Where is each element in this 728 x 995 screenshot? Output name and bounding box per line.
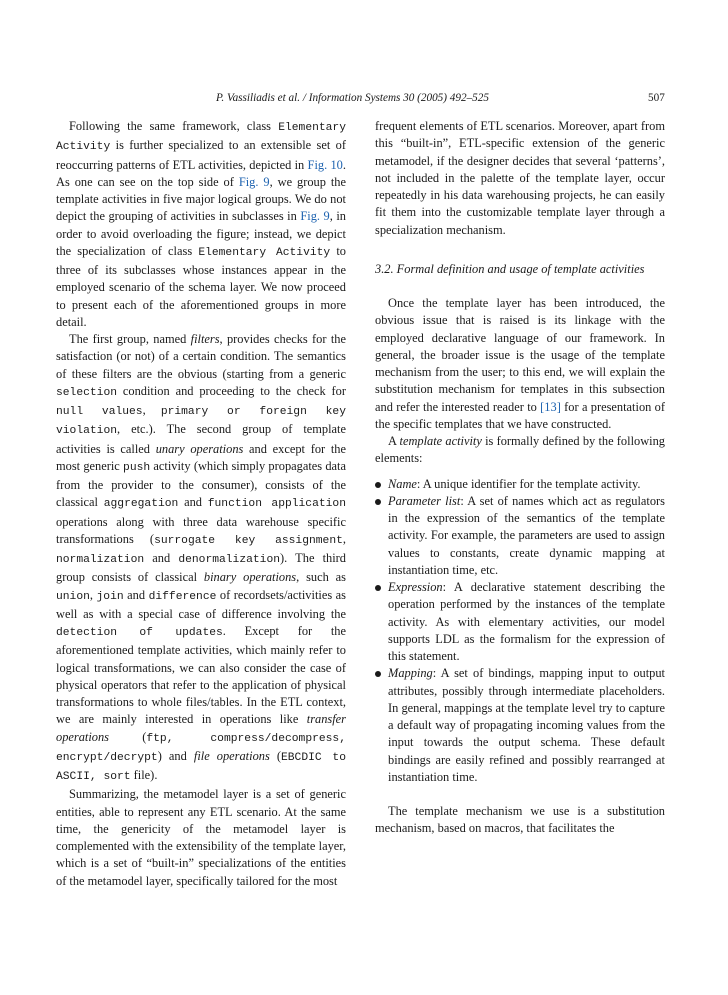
list-item	[375, 476, 665, 493]
italic-term: transfer operations	[56, 712, 346, 744]
page-number: 507	[648, 92, 665, 104]
definition-list	[375, 476, 665, 787]
spacer	[375, 786, 665, 803]
text: ,	[342, 531, 346, 546]
text: and except for the most generic	[56, 441, 346, 473]
text: ,	[142, 403, 161, 417]
text: Following the same framework, class	[69, 119, 279, 133]
code-term: primary or foreign key violation	[56, 406, 346, 438]
list-item	[375, 493, 665, 579]
italic-term: file operations	[193, 748, 270, 763]
code-term: EBCDIC to ASCII, sort	[56, 751, 346, 783]
figure-link[interactable]: Fig. 10	[307, 157, 343, 172]
paragraph	[375, 433, 665, 468]
bullet-icon	[375, 585, 381, 591]
italic-term: filters	[190, 332, 220, 346]
text: The first group, named	[69, 332, 191, 346]
code-term: join	[96, 590, 124, 603]
citation-link[interactable]: [13]	[540, 399, 561, 414]
figure-link[interactable]: Fig. 9	[300, 209, 330, 224]
text: , such as	[296, 570, 347, 585]
text: condition and proceeding to the check for	[117, 383, 346, 398]
list-item	[375, 665, 665, 786]
list-text: : A unique identifier for the template activity.	[416, 476, 641, 491]
italic-term: template activity	[399, 434, 482, 448]
list-text: : A set of bindings, mapping input to output attributes, possibly through intermediate placeholders. In general, mappings at the template level try to capture a default way of propagating incoming values from the input towards the output schema. These default bindings are easily refined and possibly rearranged at instantiation time.	[388, 666, 665, 784]
text: and	[178, 495, 208, 510]
text: , provides checks for the satisfaction (or not) of a certain condition. The semantics of these filters are the obvious (starting from a generic	[56, 332, 346, 381]
list-text: : A set of names which act as regulators in the expression of the semantics of the template activity. For example, the parameters are used to assign values to constants, create dynamic mapping at instantiation time, etc.	[388, 493, 665, 577]
list-text: : A declarative statement describing the operation performed by the instances of the template activity. As with elementary activities, our model supports LDL as the formalism for the expression of this statement.	[388, 580, 665, 663]
italic-term: unary operations	[155, 441, 244, 456]
list-term: Expression	[388, 580, 443, 594]
right-column	[375, 118, 665, 838]
paragraph: The template mechanism we use is a substitution mechanism, based on macros, that facilitates the	[375, 804, 665, 836]
text: ). The third group consists of classical	[56, 551, 346, 585]
code-term: push	[123, 461, 151, 474]
paragraph	[56, 331, 346, 786]
code-term: surrogate key assignment	[154, 534, 343, 547]
text: , we group the template activities in five major logical groups. We do not depict the grouping of activities in subclasses in	[56, 174, 346, 224]
paragraph: frequent elements of ETL scenarios. Moreover, apart from this “built-in”, ETL-specific extension of the generic metamodel, if the designer decides that several ‘patterns’, not included in the palette of the template layer, occur repeatedly in his data warehousing projects, he can easily fit them into the customizable template layer through a specialization mechanism.	[375, 119, 665, 237]
text: activity (which simply propagates data from the provider to the consumer), consists of the classical	[56, 458, 346, 510]
running-head: P. Vassiliadis et al. / Information Systems 30 (2005) 492–525	[216, 92, 489, 104]
code-term: normalization	[56, 554, 145, 566]
text: and	[144, 551, 179, 565]
text: Once the template layer has been introduced, the obvious issue that is raised is its linkage with the employed declarative language of our framework. In general, the broader issue is the usage of the template mechanism from the user; to this end, we will explain the substitution mechanism for templates in this subsection and refer the interested reader to	[375, 296, 665, 414]
code-term: null values	[56, 406, 143, 418]
text: is formally defined by the following elements:	[375, 434, 665, 466]
text: for a presentation of the specific templates that we have constructed.	[375, 399, 665, 431]
text: file).	[130, 768, 158, 782]
italic-term: binary operations	[203, 570, 297, 585]
paragraph: Summarizing, the metamodel layer is a set of generic entities, able to represent any ETL scenario. At the same time, the genericity of the metamodel layer is complemented with the extensibility of the template layer, which is a set of “built-in” specializations of the entities of the metamodel layer, specifically tailored for the most	[56, 787, 346, 888]
text: (	[269, 748, 281, 763]
code-term: ftp, compress/decompress, encrypt/decrypt	[56, 732, 346, 764]
text: . Except for the aforementioned template activities, which mainly refer to logical transformations, we can also consider the case of physical operators that refer to the application of physical transformations to whole files/tables. In the ETL context, we are mainly interested in operations like	[56, 624, 346, 727]
list-term: Name	[388, 476, 417, 491]
text: and	[123, 587, 149, 602]
section-heading: 3.2. Formal definition and usage of template activities	[375, 261, 645, 276]
text: (	[109, 729, 147, 744]
code-term: selection	[56, 386, 118, 399]
text: operations along with three data warehouse specific transformations (	[56, 514, 346, 546]
code-term: detection of updates	[56, 627, 223, 639]
paragraph	[375, 295, 665, 433]
list-item	[375, 579, 665, 665]
text: to three of its subclasses whose instances appear in the employed scenario of the schema layer. We now proceed to present each of the aforementioned groups in more detail.	[56, 243, 346, 329]
code-term: Elementary Activity	[198, 246, 331, 259]
code-term: Elementary Activity	[56, 122, 346, 154]
bullet-icon	[375, 499, 381, 505]
text: , in order to avoid overloading the figure; instead, we depict the specialization of class	[56, 209, 346, 258]
text: . As one can see on the top side of	[56, 157, 346, 189]
code-term: difference	[148, 590, 217, 603]
text: ) and	[157, 748, 194, 763]
bullet-icon	[375, 671, 381, 677]
text: of recordsets/activities as well as with a special case of difference involving the	[56, 587, 346, 621]
list-term: Mapping	[388, 666, 433, 681]
bullet-icon	[375, 482, 381, 488]
paragraph	[56, 118, 346, 331]
running-header	[0, 92, 728, 108]
code-term: union	[56, 590, 90, 603]
text: A	[388, 434, 400, 448]
figure-link[interactable]: Fig. 9	[238, 174, 270, 189]
code-term: aggregation	[103, 498, 179, 511]
list-term: Parameter list	[388, 493, 461, 508]
text: ,	[89, 587, 97, 602]
code-term: denormalization	[178, 554, 281, 566]
code-term: function application	[207, 498, 346, 511]
text: , etc.). The second group of template activities is called	[56, 422, 346, 456]
text: is further specialized to an extensible set of reoccurring patterns of ETL activities, depicted in	[56, 138, 346, 172]
left-column	[56, 118, 346, 890]
